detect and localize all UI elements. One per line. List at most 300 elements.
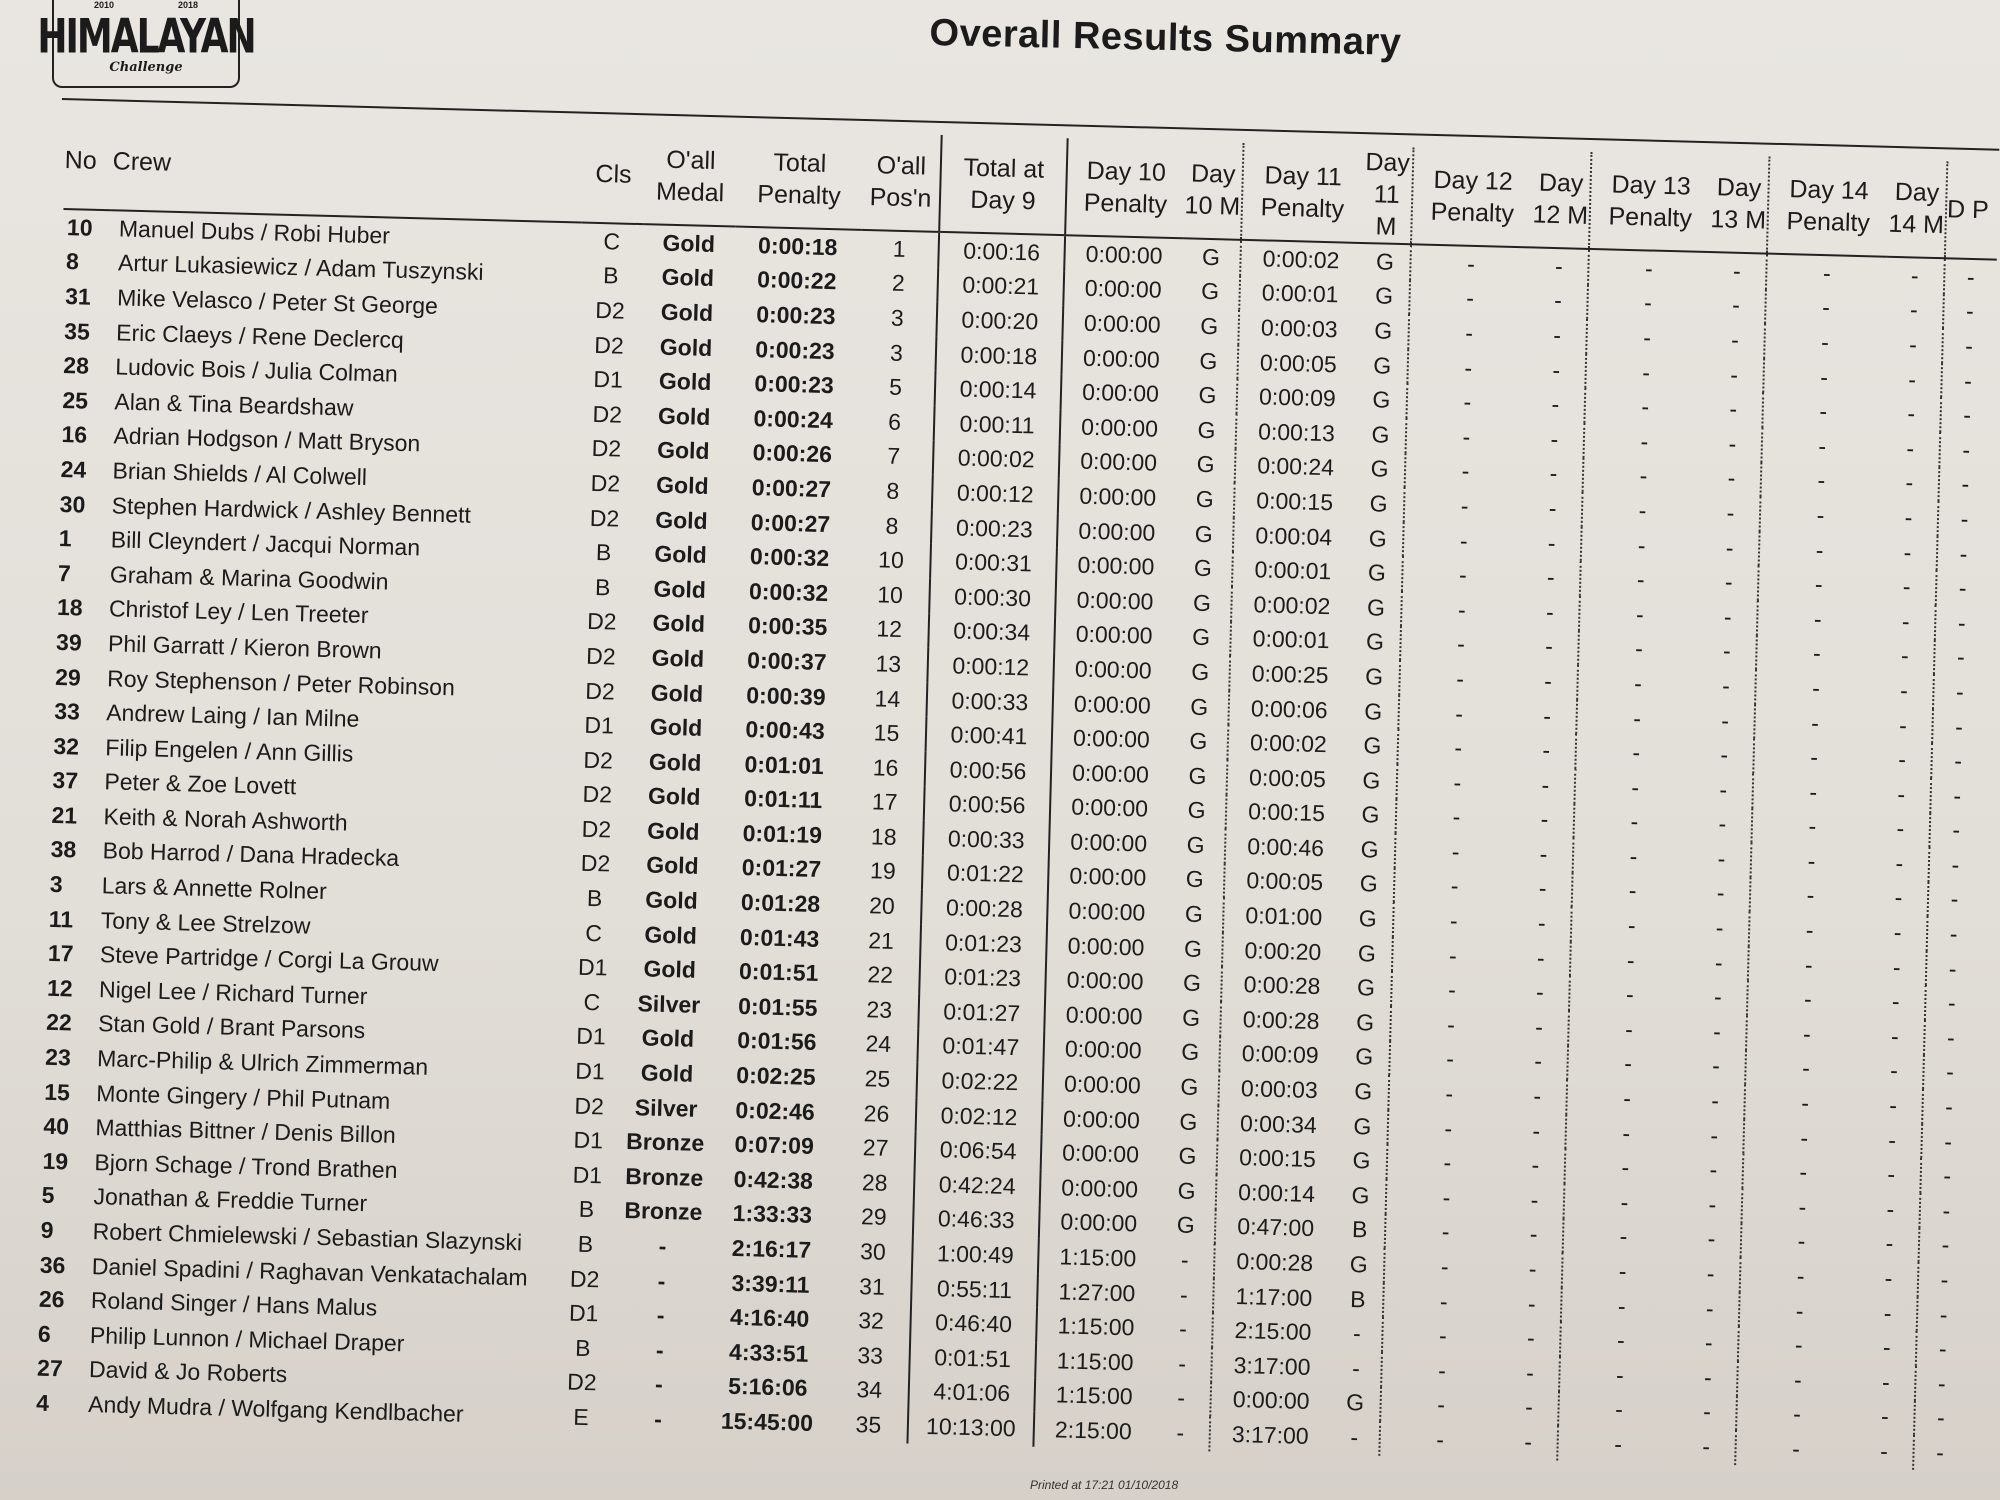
day15-penalty: - (1941, 363, 1994, 399)
day12-penalty: - (1410, 244, 1531, 283)
crew-number: 40 (43, 1112, 70, 1140)
day13-medal: - (1730, 326, 1740, 353)
day10-penalty: 0:00:00 (1050, 790, 1169, 828)
day12-penalty: - (1387, 1110, 1508, 1148)
day12-medal: - (1547, 529, 1556, 556)
day11-penalty: 0:47:00 (1215, 1209, 1336, 1247)
day13-medal: - (1730, 361, 1739, 388)
day15-penalty: - (1931, 743, 1984, 779)
day11-medal: G (1363, 697, 1383, 725)
day11-penalty: 0:00:24 (1235, 448, 1356, 486)
printed-timestamp: Printed at 17:21 01/10/2018 (1030, 1478, 1179, 1492)
day11-medal: G (1367, 559, 1387, 586)
day12-medal: - (1553, 287, 1563, 314)
total-at-day9: 0:00:12 (927, 648, 1054, 686)
total-penalty: 0:00:43 (745, 716, 826, 745)
day13-medal: - (1712, 1018, 1722, 1045)
day10-medal: G (1185, 866, 1205, 893)
day14-medal: - (1897, 746, 1907, 773)
day11-penalty: 0:00:06 (1228, 690, 1349, 728)
day15-penalty: - (1928, 882, 1981, 918)
day14-penalty: - (1740, 1257, 1861, 1295)
day10-medal: - (1179, 1281, 1189, 1308)
day14-penalty: - (1741, 1188, 1862, 1226)
day13-penalty: - (1572, 872, 1693, 910)
total-at-day9: 0:00:56 (925, 752, 1052, 790)
day11-penalty: 0:00:28 (1220, 1002, 1341, 1040)
day13-penalty: - (1584, 388, 1705, 426)
total-at-day9: 0:01:23 (920, 925, 1047, 963)
overall-position: 27 (862, 1134, 889, 1162)
day13-penalty: - (1558, 1391, 1679, 1429)
col-header-day12-penalty: Day 12 Penalty (1411, 147, 1533, 247)
logo-tagline: Challenge (109, 60, 183, 75)
day10-medal: G (1194, 520, 1214, 547)
day11-medal: G (1375, 248, 1395, 275)
total-penalty: 4:16:40 (729, 1304, 810, 1333)
day10-medal: G (1193, 554, 1213, 582)
day11-medal: - (1351, 1354, 1361, 1382)
day10-penalty: 0:00:00 (1058, 478, 1177, 516)
crew-number: 36 (39, 1251, 66, 1278)
day10-medal: G (1199, 347, 1218, 374)
total-penalty: 15:45:00 (720, 1407, 814, 1436)
crew-class: B (586, 884, 603, 912)
crew-names: Ludovic Bois / Julia Colman (115, 353, 399, 387)
day14-medal: - (1900, 642, 1910, 669)
day10-medal: G (1200, 278, 1220, 305)
day14-medal: - (1901, 607, 1910, 635)
total-at-day9: 0:46:33 (913, 1201, 1040, 1239)
crew-names: Stephen Hardwick / Ashley Bennett (111, 491, 472, 528)
day14-penalty: - (1745, 1050, 1866, 1088)
day10-medal: G (1180, 1038, 1200, 1066)
day14-medal: - (1898, 711, 1908, 738)
day11-penalty: 0:00:28 (1221, 967, 1342, 1005)
crew-names: Bjorn Schage / Trond Brathen (94, 1148, 398, 1183)
col-header-total-penalty: Total Penalty (757, 148, 842, 211)
day12-penalty: - (1396, 799, 1517, 837)
day11-penalty: 0:00:14 (1216, 1175, 1337, 1213)
col-header-day14-medal: Day 14 M (1888, 177, 1945, 240)
day10-medal: G (1201, 243, 1221, 271)
day10-medal: G (1191, 623, 1211, 651)
day13-medal: - (1716, 879, 1725, 907)
crew-names: Mike Velasco / Peter St George (116, 284, 439, 319)
day15-penalty: - (1924, 1020, 1977, 1056)
day11-penalty: 0:00:01 (1230, 621, 1351, 659)
day12-penalty: - (1387, 1144, 1508, 1182)
day13-penalty: - (1561, 1287, 1682, 1325)
crew-class: B (595, 539, 612, 566)
day13-penalty: - (1568, 1011, 1689, 1049)
total-at-day9: 0:46:40 (910, 1305, 1037, 1343)
total-penalty: 5:16:06 (727, 1373, 808, 1402)
crew-names: Steve Partridge / Corgi La Grouw (99, 941, 439, 977)
crew-number: 4 (35, 1389, 50, 1416)
crew-class: D1 (584, 711, 615, 739)
crew-names: Philip Lunnon / Michael Draper (89, 1321, 405, 1357)
day15-penalty: - (1921, 1124, 1974, 1160)
day14-penalty: - (1761, 427, 1882, 465)
day15-penalty: - (1925, 985, 1978, 1021)
day10-penalty: 0:00:00 (1052, 720, 1171, 758)
day12-penalty: - (1386, 1179, 1507, 1217)
day11-penalty: 0:00:34 (1217, 1105, 1338, 1143)
day14-penalty: - (1752, 773, 1873, 811)
day10-penalty: 0:00:00 (1045, 962, 1164, 1000)
day13-penalty: - (1577, 665, 1698, 703)
crew-names: Andy Mudra / Wolfgang Kendlbacher (87, 1391, 464, 1427)
day12-medal: - (1544, 633, 1554, 660)
logo-year-end: 2018 (177, 0, 198, 10)
day12-penalty: - (1398, 695, 1519, 733)
day13-penalty: - (1576, 699, 1697, 737)
total-penalty: 0:00:32 (748, 577, 829, 606)
overall-position: 14 (874, 684, 901, 712)
day14-medal: - (1879, 1437, 1889, 1465)
day12-penalty: - (1395, 833, 1516, 871)
day13-penalty: - (1587, 284, 1708, 322)
day15-penalty: - (1927, 916, 1980, 952)
col-header-crew: Crew (112, 147, 172, 177)
day10-penalty: 0:00:00 (1041, 1135, 1160, 1173)
day15-penalty: - (1926, 951, 1979, 987)
overall-position: 34 (856, 1376, 883, 1404)
day11-medal: G (1368, 524, 1388, 552)
crew-class: D2 (594, 296, 626, 324)
overall-medal: - (655, 1336, 664, 1363)
day11-medal: G (1360, 836, 1379, 863)
day13-penalty: - (1580, 561, 1701, 599)
crew-class: B (574, 1334, 591, 1361)
day12-medal: - (1536, 944, 1546, 971)
day15-penalty: - (1918, 1262, 1971, 1298)
day13-medal: - (1728, 430, 1737, 457)
day15-penalty: - (1919, 1193, 1972, 1229)
day14-medal: - (1903, 538, 1912, 566)
day15-penalty: - (1914, 1400, 1967, 1436)
day13-penalty: - (1585, 354, 1706, 392)
day12-penalty: - (1388, 1075, 1509, 1113)
day14-medal: - (1882, 1334, 1891, 1361)
day14-medal: - (1886, 1195, 1895, 1223)
crew-number: 7 (57, 559, 72, 587)
day13-penalty: - (1569, 976, 1690, 1014)
day13-penalty: - (1582, 492, 1703, 530)
day14-penalty: - (1741, 1223, 1862, 1261)
total-at-day9: 0:42:24 (914, 1167, 1041, 1205)
day13-medal: - (1729, 395, 1738, 423)
day10-penalty: 2:15:00 (1033, 1412, 1152, 1450)
crew-number: 22 (45, 1009, 73, 1036)
day15-penalty: - (1932, 709, 1985, 745)
day11-medal: G (1356, 974, 1376, 1001)
day14-medal: - (1888, 1126, 1897, 1153)
day12-medal: - (1543, 667, 1553, 695)
day11-penalty: 1:17:00 (1213, 1278, 1334, 1316)
day12-medal: - (1541, 771, 1550, 798)
day13-medal: - (1710, 1122, 1719, 1149)
crew-class: D1 (572, 1161, 603, 1189)
total-at-day9: 0:00:20 (936, 302, 1063, 340)
day14-penalty: - (1761, 462, 1882, 500)
day11-medal: G (1357, 939, 1377, 967)
total-at-day9: 0:00:23 (931, 510, 1058, 548)
overall-medal: - (658, 1232, 667, 1260)
day12-penalty: - (1381, 1352, 1502, 1390)
day12-penalty: - (1401, 591, 1522, 629)
day10-medal: G (1199, 312, 1219, 340)
day13-penalty: - (1562, 1253, 1683, 1291)
results-table-wrapper (32, 112, 2000, 1471)
crew-number: 16 (61, 421, 88, 449)
day14-penalty: - (1757, 600, 1878, 638)
crew-number: 30 (59, 490, 86, 518)
overall-medal: Gold (651, 644, 705, 672)
crew-names: Filip Engelen / Ann Gillis (105, 733, 354, 767)
crew-number: 3 (49, 870, 63, 898)
day15-penalty: - (1936, 570, 1989, 606)
day10-penalty: 0:00:00 (1062, 305, 1181, 343)
day11-penalty: 0:00:01 (1232, 552, 1353, 590)
day13-penalty: - (1564, 1184, 1685, 1222)
overall-medal: - (653, 1405, 663, 1433)
day15-penalty: - (1943, 294, 1996, 330)
overall-medal: Gold (661, 264, 715, 292)
total-at-day9: 0:01:27 (918, 994, 1045, 1032)
day12-penalty: - (1385, 1214, 1506, 1252)
day11-medal: G (1361, 801, 1380, 828)
crew-class: D2 (592, 400, 623, 428)
day15-penalty: - (1938, 467, 1991, 503)
total-penalty: 4:33:51 (728, 1338, 809, 1367)
day14-penalty: - (1737, 1361, 1858, 1399)
day14-medal: - (1908, 331, 1918, 358)
overall-medal: - (656, 1302, 665, 1329)
day12-medal: - (1543, 702, 1552, 729)
overall-medal: Gold (655, 506, 709, 534)
overall-position: 33 (857, 1341, 884, 1369)
day13-penalty: - (1564, 1149, 1685, 1187)
day10-medal: G (1195, 485, 1215, 513)
overall-medal: Bronze (624, 1197, 703, 1226)
day12-medal: - (1554, 252, 1564, 280)
col-header-day14-penalty: Day 14 Penalty (1767, 157, 1889, 257)
day13-penalty: - (1563, 1218, 1684, 1256)
overall-position: 26 (863, 1099, 890, 1127)
day15-penalty: - (1933, 674, 1986, 710)
crew-number: 27 (36, 1355, 64, 1382)
day11-medal: G (1358, 905, 1378, 932)
total-penalty: 0:01:55 (737, 992, 818, 1021)
day12-penalty: - (1408, 314, 1529, 352)
day11-medal: G (1351, 1181, 1370, 1209)
total-penalty: 0:01:27 (741, 854, 822, 883)
day11-medal: - (1350, 1424, 1359, 1451)
col-header-day13-penalty: Day 13 Penalty (1589, 152, 1711, 252)
day10-penalty: 0:00:00 (1056, 547, 1175, 585)
crew-names: Roy Stephenson / Peter Robinson (106, 664, 456, 700)
day12-medal: - (1538, 875, 1547, 902)
day10-medal: G (1187, 796, 1206, 824)
crew-class: D2 (585, 642, 616, 670)
day12-medal: - (1537, 909, 1546, 937)
day13-penalty: - (1583, 423, 1704, 461)
crew-number: 39 (55, 628, 83, 656)
day14-medal: - (1909, 296, 1919, 323)
crew-class: B (578, 1196, 595, 1223)
overall-position: 35 (855, 1411, 882, 1438)
day10-medal: G (1182, 969, 1202, 997)
day10-penalty: 0:00:00 (1042, 1066, 1161, 1104)
day10-penalty: 0:00:00 (1055, 582, 1174, 620)
day14-medal: - (1891, 988, 1901, 1015)
day11-medal: G (1354, 1043, 1374, 1070)
day13-penalty: - (1575, 734, 1696, 772)
day14-medal: - (1899, 677, 1909, 704)
day11-medal: G (1370, 455, 1389, 483)
day12-penalty: - (1407, 349, 1528, 387)
day15-penalty: - (1929, 813, 1982, 849)
day10-medal: - (1180, 1246, 1190, 1273)
day14-medal: - (1910, 262, 1920, 289)
day10-penalty: 0:00:00 (1049, 824, 1168, 862)
day13-medal: - (1705, 1294, 1714, 1322)
day10-medal: - (1178, 1315, 1188, 1342)
day10-penalty: 0:00:00 (1048, 859, 1167, 897)
crew-names: Marc-Philip & Ulrich Zimmerman (96, 1045, 429, 1080)
day13-medal: - (1727, 464, 1736, 492)
total-penalty: 2:16:17 (731, 1234, 812, 1263)
day10-medal: G (1198, 381, 1217, 409)
total-at-day9: 0:00:56 (924, 786, 1051, 824)
day12-medal: - (1524, 1394, 1534, 1421)
day13-medal: - (1725, 534, 1734, 561)
crew-number: 10 (66, 213, 93, 241)
day11-penalty: 2:15:00 (1212, 1313, 1333, 1351)
crew-names: Jonathan & Freddie Turner (93, 1183, 368, 1217)
total-at-day9: 0:01:47 (917, 1028, 1044, 1066)
total-at-day9: 0:00:28 (921, 890, 1048, 928)
day12-penalty: - (1383, 1283, 1504, 1321)
total-penalty: 3:39:11 (731, 1269, 810, 1298)
page-title: Overall Results Summary (929, 12, 1402, 64)
crew-names: Christof Ley / Len Treeter (108, 595, 369, 629)
overall-position: 22 (867, 961, 894, 989)
day13-penalty: - (1559, 1357, 1680, 1395)
overall-position: 8 (886, 477, 900, 504)
day12-penalty: - (1389, 1041, 1510, 1079)
overall-position: 28 (861, 1169, 888, 1196)
day13-medal: - (1706, 1260, 1715, 1287)
day12-medal: - (1525, 1359, 1535, 1386)
day10-medal: G (1192, 589, 1212, 616)
day10-medal: - (1176, 1419, 1185, 1446)
crew-number: 37 (52, 767, 79, 794)
day12-penalty: - (1397, 729, 1518, 767)
day13-medal: - (1722, 637, 1732, 665)
day10-penalty: 0:00:00 (1060, 409, 1179, 447)
day10-medal: - (1177, 1384, 1186, 1412)
day14-medal: - (1894, 884, 1903, 911)
day10-penalty: 0:00:00 (1047, 893, 1166, 931)
day10-penalty: 1:15:00 (1038, 1239, 1157, 1277)
day12-penalty: - (1382, 1317, 1503, 1355)
total-at-day9: 0:00:11 (934, 406, 1061, 444)
day10-penalty: 1:15:00 (1035, 1343, 1154, 1381)
total-at-day9: 0:01:22 (922, 855, 1049, 893)
crew-names: Roland Singer / Hans Malus (90, 1287, 378, 1321)
crew-number: 23 (44, 1043, 72, 1071)
day12-penalty: - (1396, 764, 1517, 802)
total-penalty: 0:01:19 (742, 819, 823, 848)
total-at-day9: 10:13:00 (907, 1409, 1034, 1447)
overall-position: 6 (887, 408, 902, 435)
logo-years (94, 0, 198, 10)
day14-penalty: - (1758, 566, 1879, 604)
overall-position: 31 (858, 1272, 886, 1300)
crew-number: 1 (58, 525, 72, 552)
overall-position: 17 (871, 788, 898, 816)
crew-class: D1 (573, 1126, 604, 1154)
day14-medal: - (1881, 1368, 1891, 1395)
col-header-day13-medal: Day 13 M (1710, 173, 1767, 235)
day11-medal: G (1363, 732, 1382, 759)
day10-penalty: 0:00:00 (1064, 235, 1183, 274)
col-header-day11-penalty: Day 11 Penalty (1241, 143, 1363, 243)
day10-medal: G (1186, 831, 1205, 858)
day13-medal: - (1709, 1156, 1718, 1183)
results-table-body (32, 209, 1997, 1471)
day10-medal: G (1190, 693, 1209, 720)
day14-medal: - (1887, 1161, 1896, 1188)
crew-names: Tony & Lee Strelzow (100, 906, 311, 939)
day12-medal: - (1533, 1048, 1543, 1075)
day10-penalty: 0:00:00 (1051, 755, 1170, 793)
day14-penalty: - (1748, 946, 1869, 984)
overall-position: 10 (877, 546, 905, 574)
day14-medal: - (1893, 919, 1902, 946)
overall-medal: Gold (654, 540, 708, 569)
day10-medal: G (1190, 658, 1210, 686)
day10-medal: G (1181, 1004, 1201, 1031)
day13-medal: - (1721, 672, 1731, 699)
day13-medal: - (1732, 257, 1742, 284)
day12-medal: - (1532, 1117, 1541, 1144)
day14-penalty: - (1762, 393, 1883, 431)
day14-penalty: - (1751, 842, 1872, 880)
day10-medal: G (1178, 1142, 1197, 1170)
total-at-day9: 0:00:33 (926, 682, 1053, 720)
day10-medal: G (1196, 451, 1215, 478)
crew-number: 31 (64, 283, 92, 310)
total-penalty: 0:00:18 (757, 231, 838, 261)
day11-penalty: 0:00:15 (1234, 483, 1355, 521)
day11-penalty: 0:00:20 (1222, 932, 1343, 970)
overall-position: 32 (858, 1307, 885, 1335)
day13-penalty: - (1571, 907, 1692, 945)
day12-penalty: - (1409, 280, 1530, 318)
crew-number: 11 (48, 905, 74, 933)
day12-medal: - (1545, 598, 1555, 625)
day11-penalty: 0:00:15 (1226, 794, 1347, 832)
total-penalty: 0:07:09 (734, 1131, 815, 1160)
crew-class: C (583, 988, 601, 1016)
day13-medal: - (1717, 845, 1726, 872)
day14-penalty: - (1739, 1292, 1860, 1330)
day10-medal: G (1176, 1211, 1196, 1239)
